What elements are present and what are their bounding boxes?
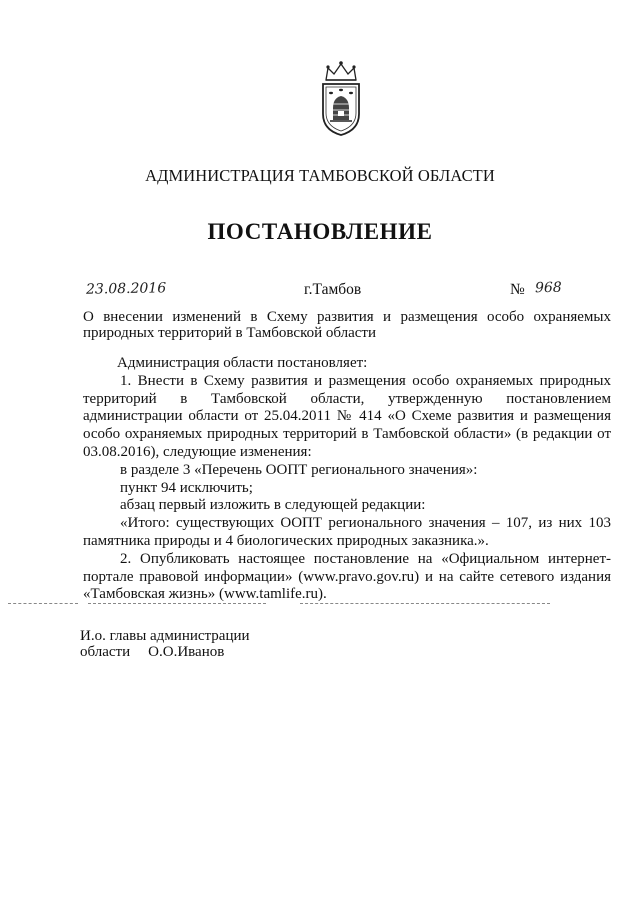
- body-item-1: 1. Внести в Схему развития и размещения особо охраняемых природных территорий в Тамбовской области, утвержденную постановлением администрации области от 25.04.2011 № 414 «О Схеме развития и размещения особо охраняемых природных территорий в Тамбовской области» (в редакции от 03.08.2016), следующие изменения:: [83, 372, 611, 460]
- organization-name: АДМИНИСТРАЦИЯ ТАМБОВСКОЙ ОБЛАСТИ: [145, 166, 495, 185]
- coat-of-arms-emblem: [316, 58, 366, 138]
- document-type-title: ПОСТАНОВЛЕНИЕ: [207, 219, 433, 244]
- scan-divider-line: [300, 603, 550, 604]
- signature-position-line2: области: [80, 644, 131, 660]
- document-number: 968: [534, 279, 562, 297]
- document-city: г.Тамбов: [304, 281, 362, 298]
- body-line-section: в разделе 3 «Перечень ООПТ регионального значения»:: [120, 461, 478, 478]
- body-line-point: пункт 94 исключить;: [120, 479, 253, 496]
- scan-divider-line: [8, 603, 78, 604]
- document-subject: О внесении изменений в Схему развития и размещения особо охраняемых природных территорий в Тамбовской области: [83, 309, 611, 341]
- signatory-name: О.О.Иванов: [148, 644, 225, 660]
- signature-position: И.о. главы администрации: [80, 628, 250, 644]
- document-body: [83, 355, 611, 604]
- body-intro: Администрация области постановляет:: [117, 355, 368, 371]
- body-line-paragraph: абзац первый изложить в следующей редакции:: [120, 497, 426, 514]
- scan-divider-line: [88, 603, 266, 604]
- signature-block: [80, 628, 250, 660]
- document-number-label: №: [510, 281, 525, 298]
- body-item-2: 2. Опубликовать настоящее постановление на «Официальном интернет-портале правовой информации» (www.pravo.gov.ru) и на сайте сетевого издания «Тамбовская жизнь» (www.tamlife.ru).: [83, 550, 611, 603]
- document-date: 23.08.2016: [85, 280, 167, 298]
- body-quote: «Итого: существующих ООПТ регионального значения – 107, из них 103 памятника природы и 4 биологических природных заказника.».: [83, 515, 611, 549]
